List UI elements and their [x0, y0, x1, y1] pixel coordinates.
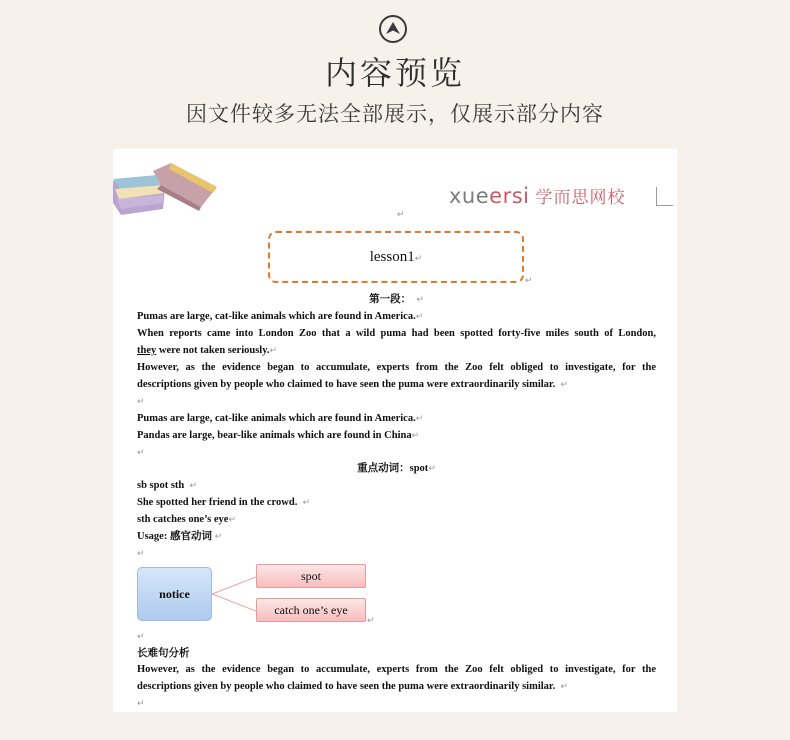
paragraph-3-line-2: descriptions given by people who claimed to have seen the puma were extraordinarily similar. ↵ — [137, 379, 569, 390]
empty-paragraph: ↵ — [137, 698, 145, 708]
paragraph-3-line-1: However, as the evidence began to accumulate, experts from the Zoo felt obliged to investigate, for the — [137, 362, 656, 373]
paragraph-mark: ↵ — [397, 209, 405, 219]
page-title: 内容预览 — [324, 54, 465, 92]
paragraph-mark: ↵ — [367, 615, 375, 625]
verb-heading: 重点动词：spot↵ — [357, 463, 436, 474]
lesson-title-box: lesson1↵ — [268, 231, 524, 283]
paragraph-6-line-1: However, as the evidence began to accumulate, experts from the Zoo felt obliged to investigate, for the — [137, 664, 656, 675]
empty-paragraph: ↵ — [137, 447, 145, 457]
paragraph-1: Pumas are large, cat-like animals which are found in America.↵ — [137, 311, 424, 322]
books-illustration — [113, 159, 223, 219]
paragraph-2-line-1: When reports came into London Zoo that a wild puma had been spotted forty-five miles south of London, — [137, 328, 656, 339]
page-corner-mark — [656, 187, 673, 206]
empty-paragraph: ↵ — [137, 548, 145, 558]
empty-paragraph: ↵ — [137, 631, 145, 641]
diagram-connector — [212, 575, 258, 615]
paragraph-4: Pumas are large, cat-like animals which are found in America.↵ — [137, 413, 424, 424]
verb-line-3: sth catches one’s eye↵ — [137, 514, 237, 525]
diagram-leaf-spot: spot — [256, 564, 366, 588]
diagram-leaf-catch-eye: catch one’s eye — [256, 598, 366, 622]
paragraph-5: Pandas are large, bear-like animals which are found in China↵ — [137, 430, 420, 441]
empty-paragraph: ↵ — [137, 396, 145, 406]
paragraph-mark: ↵ — [525, 275, 533, 285]
brand-logo: xueersi 学而思网校 — [449, 184, 626, 208]
verb-line-2: She spotted her friend in the crowd. ↵ — [137, 497, 311, 508]
verb-line-1: sb spot sth ↵ — [137, 480, 198, 491]
diagram-root-notice: notice — [137, 567, 212, 621]
paragraph-2-line-2: they were not taken seriously.↵ — [137, 345, 278, 356]
section1-heading: 第一段： ↵ — [369, 294, 424, 305]
up-arrow-circle-icon — [379, 15, 407, 43]
document-preview — [113, 149, 677, 712]
page-subtitle: 因文件较多无法全部展示，仅展示部分内容 — [186, 102, 604, 126]
paragraph-6-line-2: descriptions given by people who claimed to have seen the puma were extraordinarily similar. ↵ — [137, 681, 569, 692]
section2-heading: 长难句分析 — [137, 648, 190, 659]
verb-line-4: Usage: 感官动词 ↵ — [137, 531, 223, 542]
lesson-title: lesson1 — [369, 249, 415, 265]
